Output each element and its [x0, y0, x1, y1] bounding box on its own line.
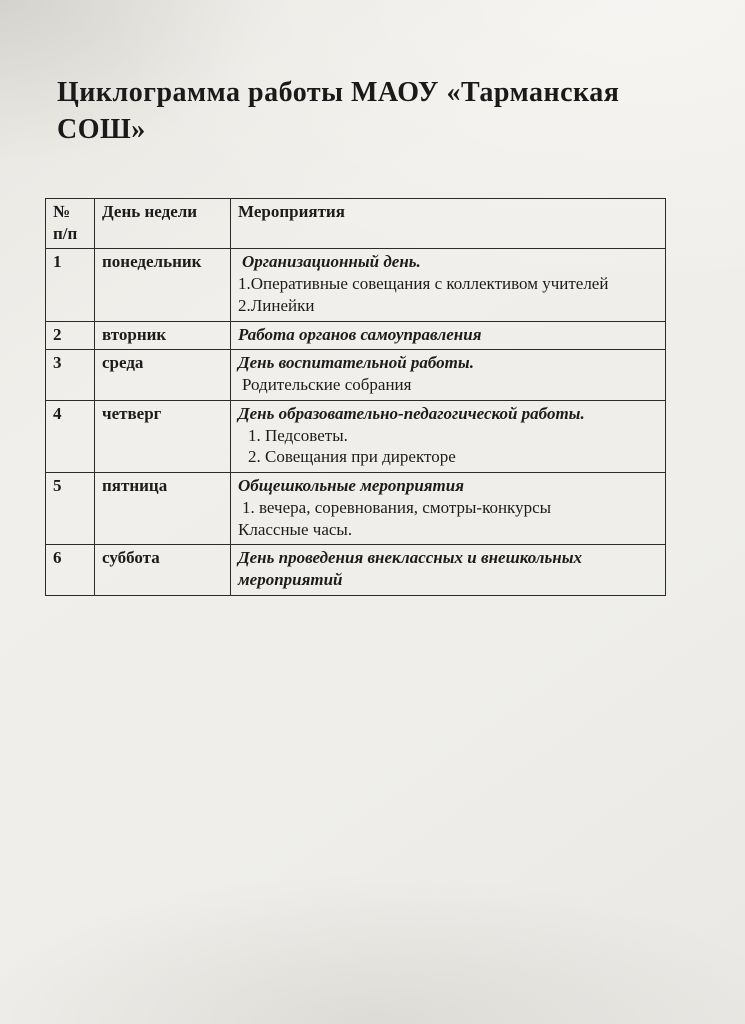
table-row	[46, 400, 666, 472]
table-row	[46, 350, 666, 401]
day-cell: пятница	[95, 473, 231, 545]
event-title: День образовательно-педагогической работы.	[238, 403, 585, 423]
table-row	[46, 545, 666, 596]
events-cell	[231, 249, 666, 321]
row-num: 5	[46, 473, 95, 545]
header-day: День недели	[95, 198, 231, 249]
row-num: 6	[46, 545, 95, 596]
event-line: 1.Оперативные совещания с коллективом учителей	[238, 274, 609, 294]
events-cell	[231, 545, 666, 596]
table-header-row	[46, 198, 666, 249]
header-num: № п/п	[46, 198, 95, 249]
event-title: Общешкольные мероприятия	[238, 476, 464, 496]
table-row	[46, 473, 666, 545]
events-cell	[231, 473, 666, 545]
row-num: 4	[46, 400, 95, 472]
table-row	[46, 321, 666, 350]
events-cell	[231, 350, 666, 401]
schedule-table	[45, 198, 666, 596]
header-events: Мероприятия	[231, 198, 666, 249]
day-cell: среда	[95, 350, 231, 401]
event-title: День воспитательной работы.	[238, 353, 474, 373]
event-title: Работа органов самоуправления	[238, 324, 482, 344]
event-title: День проведения внеклассных и внешкольных мероприятий	[238, 548, 583, 590]
day-cell: четверг	[95, 400, 231, 472]
event-line: 2. Совещания при директоре	[248, 447, 456, 467]
event-line: Классные часы.	[238, 519, 353, 539]
page-title: Циклограмма работы МАОУ «Тарманская СОШ»	[57, 77, 620, 145]
event-line: Родительские собрания	[242, 375, 412, 395]
table-row	[46, 249, 666, 321]
row-num: 3	[46, 350, 95, 401]
events-cell	[231, 321, 666, 350]
event-title: Организационный день.	[242, 252, 421, 272]
events-cell	[231, 400, 666, 472]
day-cell: суббота	[95, 545, 231, 596]
row-num: 2	[46, 321, 95, 350]
row-num: 1	[46, 249, 95, 321]
event-line: 1. Педсоветы.	[248, 425, 348, 445]
day-cell: понедельник	[95, 249, 231, 321]
event-line: 1. вечера, соревнования, смотры-конкурсы	[242, 497, 552, 517]
day-cell: вторник	[95, 321, 231, 350]
event-line: 2.Линейки	[238, 295, 315, 315]
